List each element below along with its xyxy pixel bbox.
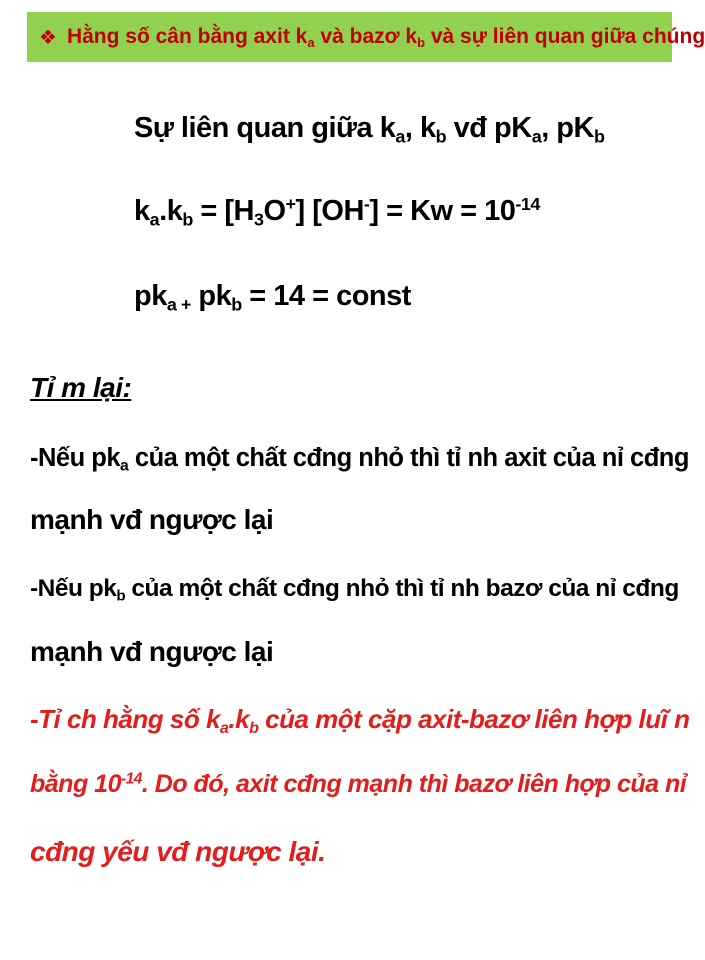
product-formula: $k_a.k_b = [H_3O^+] [OH^-] = Kw = 10^{-14}$: [134, 194, 540, 230]
paragraph-3-line-2: bằng $10^{-14}$. Do đó, axit cđng mạnh thì bazơ liên hợp của nỉ: [30, 770, 687, 798]
diamond-bullet-icon: ❖: [39, 26, 57, 49]
paragraph-1-line-1: -Nếu $pk_a$ của một chất cđng nhỏ thì tỉ nh axit của nỉ cđng: [30, 444, 689, 475]
paragraph-3-line-3: cđng yếu vđ ngược lại.: [30, 836, 326, 867]
summary-heading: Tỉ m lại:: [30, 372, 132, 403]
slide-title: Hằng số cân bằng axit $k_a$ và bazơ $k_b$ và sự liên quan giữa chúng: [66, 24, 705, 50]
slide-title-bar: [27, 12, 705, 62]
paragraph-2-line-2: mạnh vđ ngược lại: [30, 636, 274, 667]
paragraph-2-line-1: -Nếu $pk_b$ của một chất cđng nhỏ thì tỉ nh bazơ của nỉ cđng: [30, 575, 679, 605]
relation-formula: Sự liên quan giữa $k_a$, $k_b$ vđ $pK_a$, $pK_b$: [134, 112, 605, 147]
paragraph-3-line-1: -Tỉ ch hằng số $k_a.k_b$ của một cặp axit-bazơ liên hợp luĩ n: [30, 704, 690, 737]
sum-formula: $pk_{a +}$ $pk_b = 14$ = const: [134, 280, 411, 315]
paragraph-1-line-2: mạnh vđ ngược lại: [30, 504, 274, 535]
